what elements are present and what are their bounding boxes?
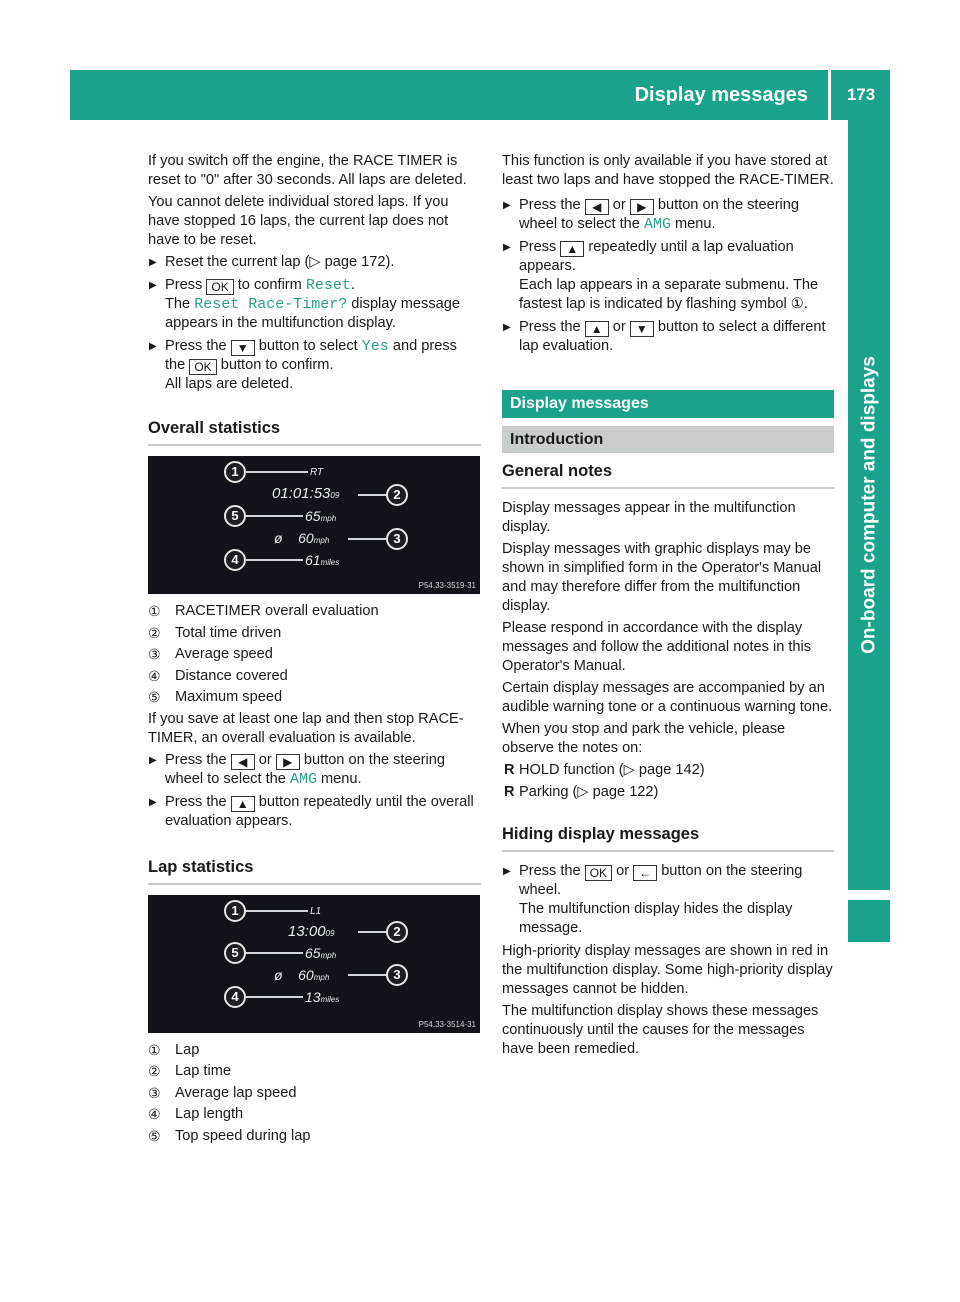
overall-legend [148,602,481,707]
legend-item: ⑤ Maximum speed [148,689,283,705]
display-text: Reset [305,277,351,294]
callout-3: 3 [386,964,408,986]
step-arrow-icon: ▶ [503,322,511,333]
legend-item: ③ Average lap speed [148,1084,297,1101]
step-arrow-icon: ▶ [149,341,157,352]
step-arrow-icon: ▶ [503,242,511,253]
legend-item: ① Lap [148,1041,200,1058]
step-arrow-icon: ▶ [149,796,157,808]
down-key-icon: ▼ [231,340,255,356]
header-title: Display messages [634,84,808,106]
display-text: AMG [289,770,317,788]
instruction-step: ▶ Press the ◀ or ▶ button on the steering wheel to select the AMG menu. [503,197,800,233]
bullet-icon: R [504,762,515,778]
display-avg-speed: ø 60mph [274,966,330,983]
legend-item: ④ Distance covered [148,667,288,684]
instruction-step: ▶ Press the ▲ button repeatedly until the overall evaluation appears. [149,793,474,829]
ok-key-icon: OK [206,279,233,295]
up-key-icon: ▲ [560,241,584,257]
lap-statistics-display [148,895,480,1033]
list-item: R Parking (▷ page 122) [504,784,659,800]
side-tab [848,120,890,890]
ok-key-icon: OK [189,359,216,375]
legend-item: ⑤ Top speed during lap [148,1127,311,1144]
right-key-icon: ▶ [630,199,654,215]
paragraph: Display messages with graphic displays may be shown in simplified form in the Operator's Manual and may therefore differ from the multifunction display. [502,541,822,614]
callout-4: 4 [224,549,246,571]
instruction-step: ▶ Reset the current lap (▷ page 172). [149,254,395,270]
page-number: 173 [846,85,876,104]
section-title: Display messages [502,390,834,418]
display-avg-speed: ø 60mph [274,530,330,546]
down-key-icon: ▼ [630,321,654,337]
paragraph: Certain display messages are accompanied by an audible warning tone or a continuous warning tone. [502,680,833,715]
right-column [502,152,834,1062]
callout-3: 3 [386,528,408,550]
paragraph: When you stop and park the vehicle, please observe the notes on: [502,721,786,756]
paragraph: Please respond in accordance with the display messages and follow the additional notes in this Operator's Manual. [502,620,812,674]
step-arrow-icon: ▶ [149,754,157,766]
side-block [848,900,890,942]
figure-reference: P54.33-3514-31 [418,1019,476,1029]
right-key-icon: ▶ [276,754,300,770]
paragraph: High-priority display messages are shown in red in the multifunction display. Some high-priority display messages cannot be hidden. [502,943,833,997]
left-key-icon: ◀ [585,199,609,215]
legend-item: ② Total time driven [148,624,282,641]
heading-general-notes: General notes [502,461,834,489]
paragraph: If you save at least one lap and then stop RACE-TIMER, an overall evaluation is available. [148,710,464,746]
back-key-icon: ← [633,865,657,881]
callout-4: 4 [224,986,246,1008]
paragraph: You cannot delete individual stored laps. If you have stopped 16 laps, the current lap does not have to be reset. [148,194,449,248]
callout-1: 1 [224,461,246,483]
lap-legend [148,1041,481,1146]
paragraph: The multifunction display shows these messages continuously until the causes for the messages have been remedied. [502,1003,819,1057]
display-distance: 61miles [305,552,340,568]
subsection-title: Introduction [502,426,834,453]
instruction-step: ▶ Press the ▲ or ▼ button to select a different lap evaluation. [503,319,826,354]
paragraph: Display messages appear in the multifunction display. [502,500,796,535]
step-arrow-icon: ▶ [503,200,511,211]
step-arrow-icon: ▶ [149,257,157,268]
header-bar [70,70,890,120]
left-column [148,152,481,1148]
bullet-icon: R [504,784,515,800]
step-arrow-icon: ▶ [503,866,511,877]
up-key-icon: ▲ [231,796,255,812]
callout-5: 5 [224,942,246,964]
figure-reference: P54.33-3519-31 [418,581,476,590]
legend-item: ③ Average speed [148,646,273,662]
left-key-icon: ◀ [231,754,255,770]
legend-item: ① RACETIMER overall evaluation [148,603,379,619]
heading-lap-statistics: Lap statistics [148,857,481,885]
callout-2: 2 [386,921,408,943]
display-max-speed: 65mph [305,944,337,961]
header-divider [828,70,831,120]
callout-2: 2 [386,484,408,506]
display-text: AMG [643,216,671,233]
paragraph: If you switch off the engine, the RACE TIMER is reset to "0" after 30 seconds. All laps are deleted. [148,153,467,188]
display-text: Reset Race-Timer? [194,296,348,313]
callout-1: 1 [224,900,246,922]
ok-key-icon: OK [585,865,612,881]
callout-5: 5 [224,505,246,527]
step-arrow-icon: ▶ [149,280,157,291]
heading-hiding-display-messages: Hiding display messages [502,824,834,852]
side-tab-label: On-board computer and displays [858,356,880,654]
display-text: Yes [361,338,389,355]
display-label: RT [310,467,324,478]
instruction-step: ▶ Press the OK or ← button on the steering wheel. The multifunction display hides the display message. [503,863,803,936]
instruction-step: ▶ Press OK to confirm Reset. The Reset Race-Timer? display message appears in the multifunction display. [149,277,460,331]
display-max-speed: 65mph [305,508,337,524]
paragraph: This function is only available if you have stored at least two laps and have stopped the RACE-TIMER. [502,153,834,188]
display-label: L1 [310,905,322,917]
instruction-step: ▶ Press the ◀ or ▶ button on the steering wheel to select the AMG menu. [149,751,446,788]
up-key-icon: ▲ [585,321,609,337]
list-item: R HOLD function (▷ page 142) [504,762,705,778]
legend-item: ④ Lap length [148,1106,244,1122]
display-time: 13:0009 [288,922,335,940]
overall-statistics-display [148,456,480,594]
heading-overall-statistics: Overall statistics [148,418,481,446]
display-time: 01:01:5309 [272,485,340,502]
legend-item: ② Lap time [148,1063,231,1079]
display-distance: 13miles [305,988,340,1005]
instruction-step: ▶ Press ▲ repeatedly until a lap evaluation appears. Each lap appears in a separate submenu. The fastest lap is indicated by flashing symbol ①. [503,239,819,312]
instruction-step: ▶ Press the ▼ button to select Yes and press the OK button to confirm. All laps are deleted. [149,338,457,392]
